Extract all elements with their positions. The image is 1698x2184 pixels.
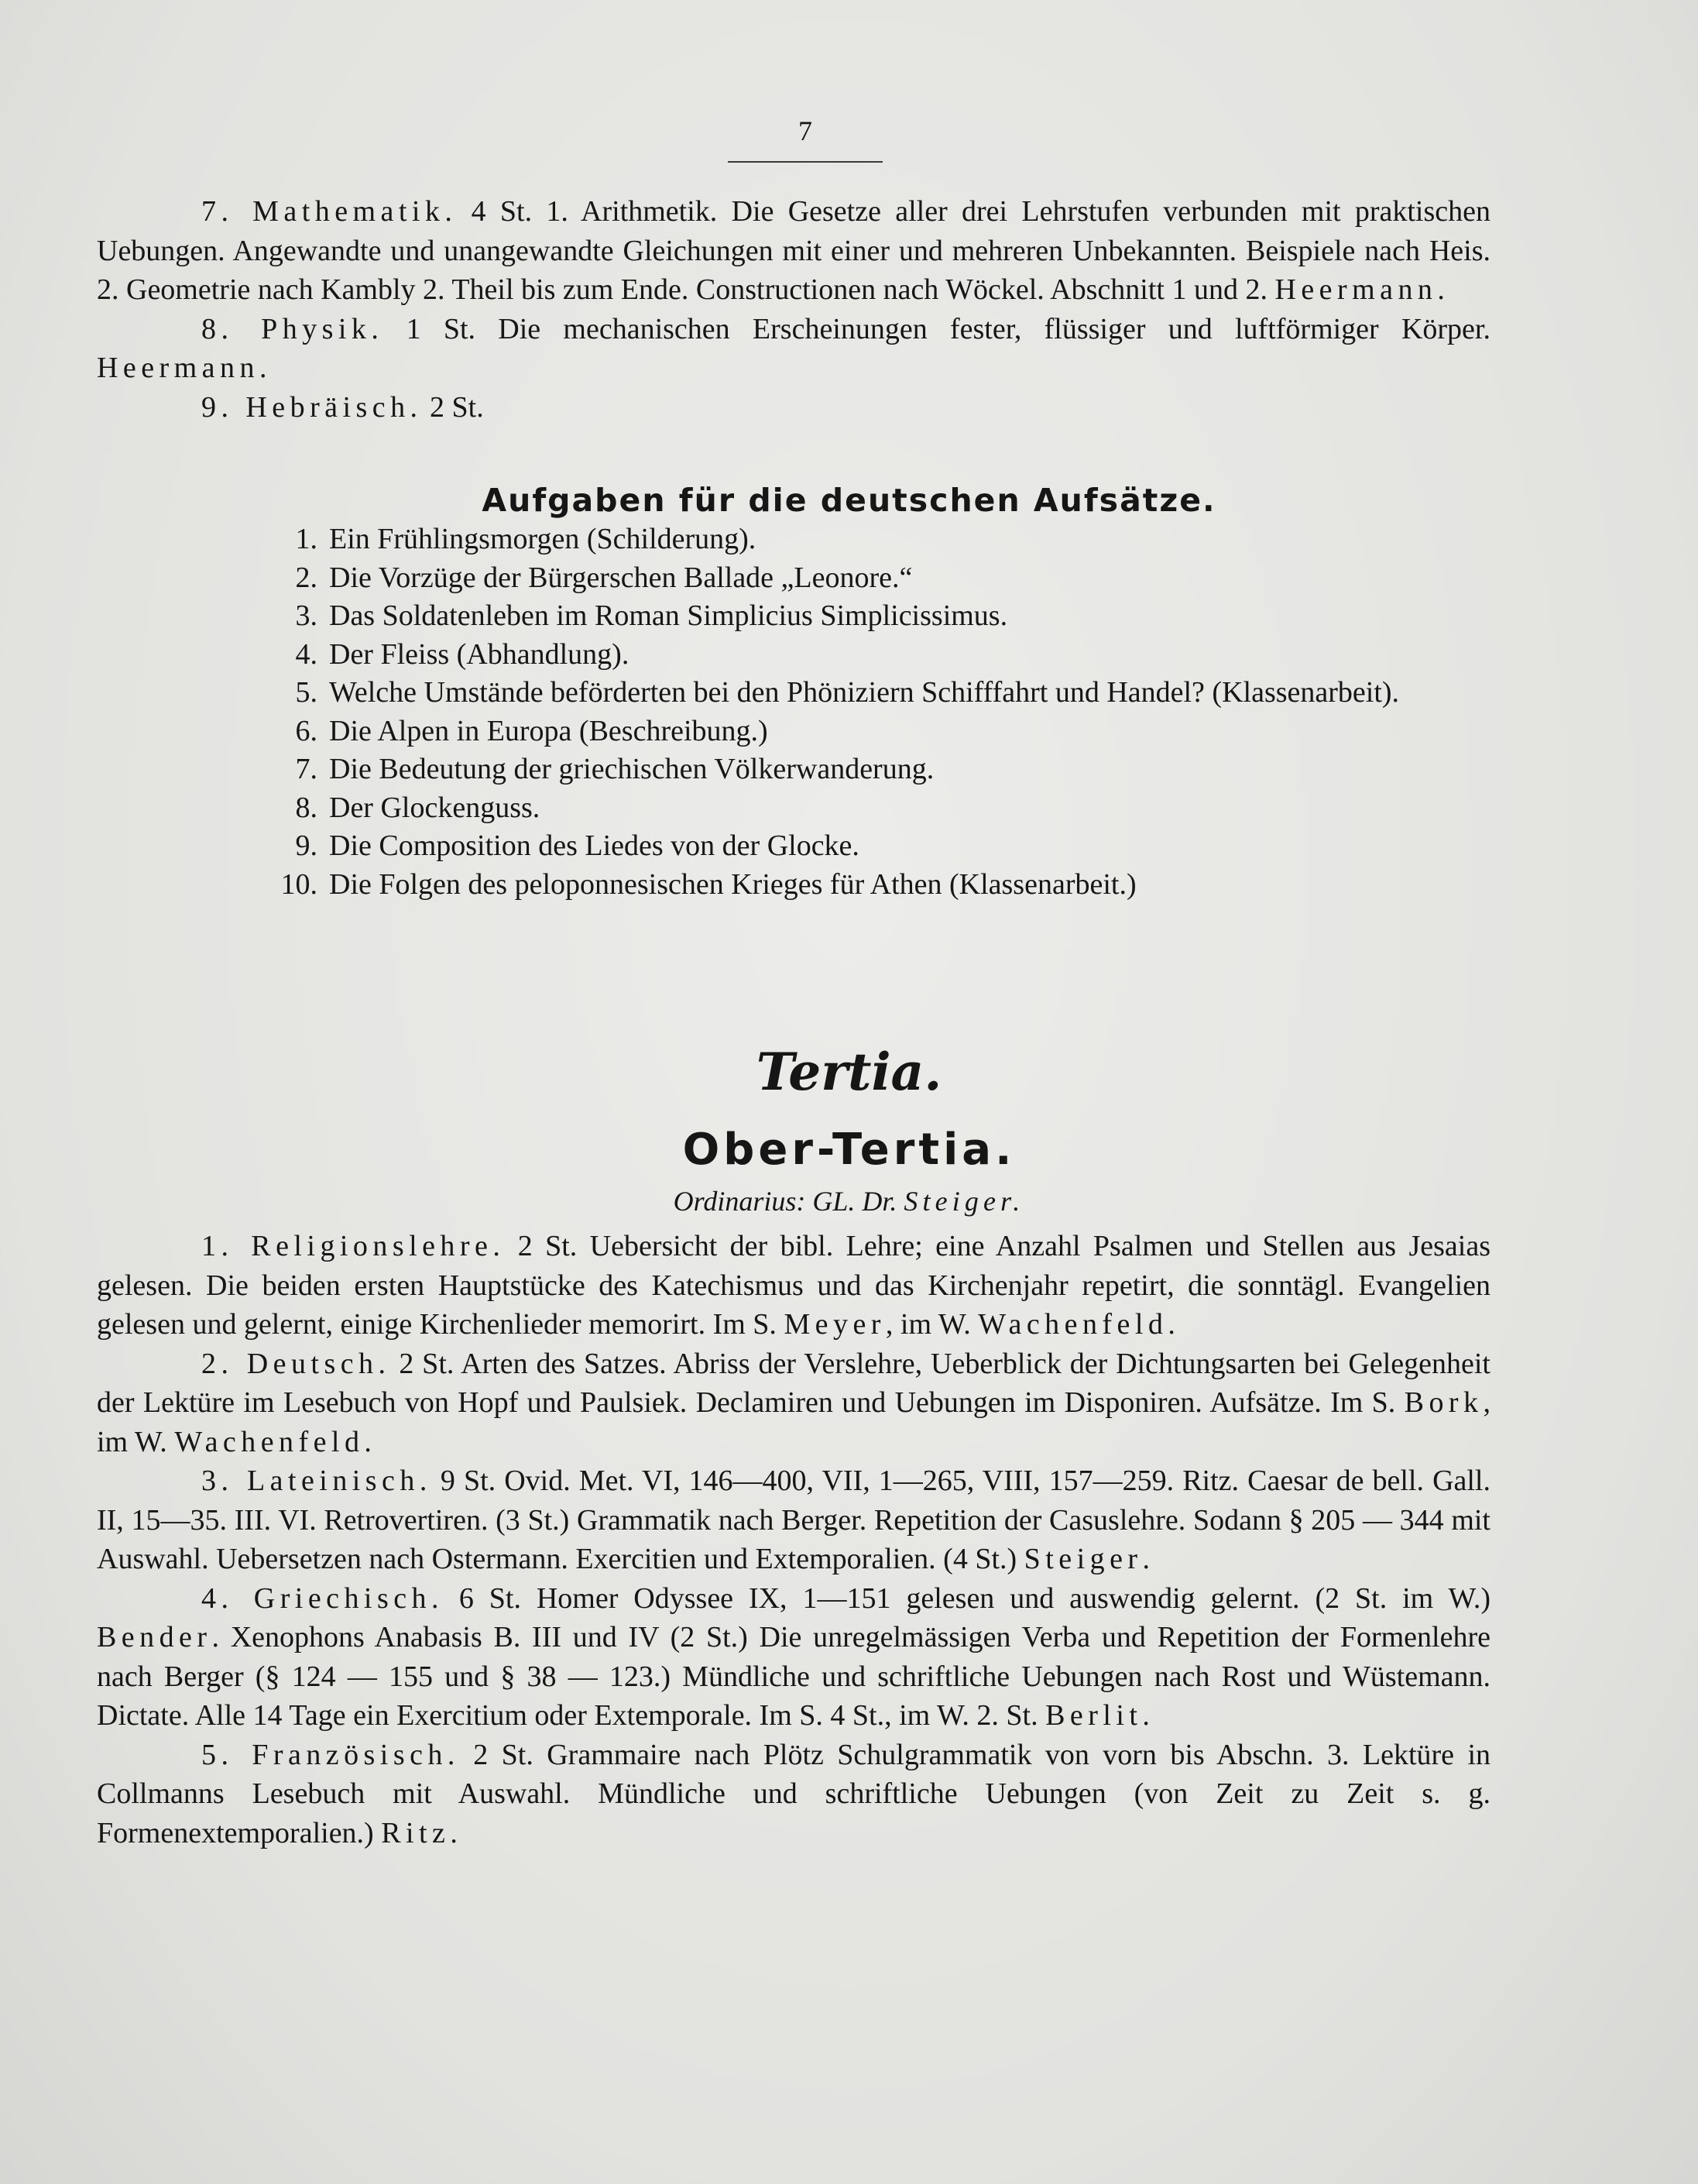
subject-heading: 1. Religionslehre. <box>201 1230 506 1262</box>
punctuation: . <box>1437 273 1445 306</box>
paragraph-text: , im W. <box>885 1308 979 1341</box>
teacher-name: Heermann <box>1274 273 1438 306</box>
ordinarius-title: GL. Dr. <box>812 1186 897 1217</box>
list-item-number: 6. <box>295 714 317 747</box>
punctuation: . <box>259 352 267 384</box>
list-item <box>263 636 1490 675</box>
page-number-rule <box>728 161 883 163</box>
paragraph-griechisch <box>97 1579 1490 1736</box>
list-item-text: Welche Umstände beförderten bei den Phöniziern Schifffahrt und Handel? (Klassenarbeit). <box>329 676 1400 709</box>
list-item-number: 10. <box>280 867 317 901</box>
paragraph-text: 9 St. Ovid. Met. VI, 146—400, VII, 1—265, VIII, 157—259. Ritz. Caesar de bell. Gall. II, 15—35. III. VI. Retrovertiren. (3 St.) Grammatik nach Berger. Repetition der Casuslehre. Sodann § 205 — 344 mit Auswahl. Uebersetzen nach Ostermann. Exercitien und Extemporalien. (4 St.) <box>97 1465 1490 1575</box>
tertia-section <box>97 1227 1490 1853</box>
list-item-text: Die Alpen in Europa (Beschreibung.) <box>329 714 768 747</box>
list-item-number: 9. <box>295 829 317 862</box>
punctuation: . <box>1142 1543 1151 1575</box>
paragraph-text: 2 St. Arten des Satzes. Abriss der Verslehre, Ueberblick der Dichtungsarten bei Gelegenheit der Lektüre im Lesebuch von Hopf und Paulsiek. Declamiren und Uebungen im Disponiren. Aufsätze. Im S. <box>97 1347 1490 1419</box>
teacher-name: Ritz <box>381 1816 451 1849</box>
tertia-heading: Tertia. <box>756 1042 942 1102</box>
list-item <box>263 827 1490 866</box>
list-item-number: 5. <box>295 676 317 709</box>
teacher-name: Heermann <box>97 352 259 384</box>
list-item-text: Die Vorzüge der Bürgerschen Ballade „Leonore.“ <box>329 561 913 594</box>
list-item <box>263 866 1490 905</box>
list-item-text: Die Folgen des peloponnesischen Krieges für Athen (Klassenarbeit.) <box>329 867 1137 901</box>
list-item-number: 1. <box>295 523 317 555</box>
teacher-name: Steiger <box>1024 1543 1143 1575</box>
list-item <box>263 674 1490 713</box>
punctuation: . <box>364 1425 372 1458</box>
paragraph-text: 6 St. Homer Odyssee IX, 1—151 gelesen und auswendig gelernt. (2 St. im W.) <box>443 1581 1490 1615</box>
paragraph-lateinisch <box>97 1461 1490 1579</box>
list-item-text: Die Composition des Liedes von der Glocke. <box>329 829 859 862</box>
subject-heading: 8. Physik. <box>201 312 384 345</box>
list-item-number: 8. <box>295 791 317 824</box>
paragraph-franzoesisch <box>97 1736 1490 1853</box>
ordinarius-name: Steiger. <box>904 1186 1025 1217</box>
list-item-number: 2. <box>295 561 317 594</box>
subject-heading: 3. Lateinisch. <box>201 1465 432 1497</box>
punctuation: . <box>450 1816 458 1849</box>
paragraph-physik <box>97 310 1490 388</box>
list-item-text: Der Glockenguss. <box>329 791 540 824</box>
paragraph-hebraeisch <box>97 388 1490 428</box>
teacher-name: Berlit <box>1045 1699 1143 1732</box>
paragraph-text: 2 St. <box>422 390 484 424</box>
list-item <box>263 559 1490 598</box>
paragraph-text: 4 St. 1. Arithmetik. Die Gesetze aller drei Lehrstufen verbunden mit praktischen Uebungen. Angewandte und unangewandte Gleichungen mit einer und mehreren Unbekannten. Beispiele nach Heis. 2. Geometrie nach Kambly 2. Theil bis zum Ende. Constructionen nach Wöckel. Abschnitt 1 und 2. <box>97 195 1491 306</box>
paragraph-text: . Xenophons Anabasis B. III und IV (2 St.) Die unregelmässigen Verba und Repetition der Formenlehre nach Berger (§ 124 — 155 und § 38 — 123.) Mündliche und schriftliche Uebungen nach Rost und Wüstemann. Dictate. Alle 14 Tage ein Exercitium oder Extemporale. Im S. 4 St., im W. 2. St. <box>97 1621 1490 1732</box>
list-item-number: 7. <box>295 753 317 785</box>
list-item <box>263 597 1490 636</box>
list-item <box>263 750 1490 789</box>
teacher-name: Wachenfeld <box>978 1308 1168 1341</box>
paragraph-text: 1 St. Die mechanischen Erscheinungen fester, flüssiger und luftförmiger Körper. <box>383 312 1490 345</box>
page-number: 7 <box>798 115 812 146</box>
list-item-text: Das Soldatenleben im Roman Simplicius Simplicissimus. <box>329 599 1008 632</box>
list-item-text: Die Bedeutung der griechischen Völkerwanderung. <box>329 753 935 785</box>
list-item-text: Der Fleiss (Abhandlung). <box>329 637 629 671</box>
teacher-name: Wachenfeld <box>174 1425 365 1458</box>
teacher-name: Bender <box>97 1621 212 1653</box>
list-item-text: Ein Frühlingsmorgen (Schilderung). <box>329 523 756 555</box>
ober-tertia-heading: Ober-Tertia. <box>682 1125 1016 1175</box>
subject-heading: 5. Französisch. <box>201 1738 460 1771</box>
teacher-name: Bork <box>1404 1386 1484 1419</box>
subject-heading: 9. Hebräisch. <box>201 390 423 424</box>
list-item <box>263 713 1490 751</box>
ordinarius-label: Ordinarius: <box>673 1186 806 1217</box>
subject-heading: 4. Griechisch. <box>201 1581 444 1615</box>
paragraph-deutsch <box>97 1344 1490 1462</box>
paragraph-text: 2 St. Grammaire nach Plötz Schulgrammatik von vorn bis Abschn. 3. Lektüre in Collmanns Lesebuch mit Auswahl. Mündliche und schriftliche Uebungen (von Zeit zu Zeit s. g. Formenextemporalien.) <box>97 1738 1491 1849</box>
paragraph-religionslehre <box>97 1227 1490 1344</box>
teacher-name: Meyer <box>784 1308 886 1341</box>
paragraph-text: , im W. <box>97 1386 1490 1458</box>
ordinarius-line <box>0 1185 1698 1217</box>
subject-heading: 2. Deutsch. <box>201 1347 391 1380</box>
upper-section <box>97 192 1490 427</box>
list-item <box>263 789 1490 828</box>
subject-heading: 7. Mathematik. <box>201 195 458 228</box>
punctuation: . <box>1168 1308 1175 1341</box>
punctuation: . <box>1142 1699 1150 1732</box>
paragraph-text: 2 St. Uebersicht der bibl. Lehre; eine Anzahl Psalmen und Stellen aus Jesaias gelesen. Die beiden ersten Hauptstücke des Katechismus und das Kirchenjahr repetirt, die sonntägl. Evangelien gelesen und gelernt, einige Kirchenlieder memorirt. Im S. <box>97 1230 1490 1341</box>
aufgaben-heading: Aufgaben für die deutschen Aufsätze. <box>482 482 1216 519</box>
list-item <box>263 520 1490 559</box>
paragraph-mathematik <box>97 192 1490 310</box>
list-item-number: 4. <box>295 637 317 671</box>
aufgaben-list <box>263 520 1490 904</box>
list-item-number: 3. <box>295 599 317 632</box>
